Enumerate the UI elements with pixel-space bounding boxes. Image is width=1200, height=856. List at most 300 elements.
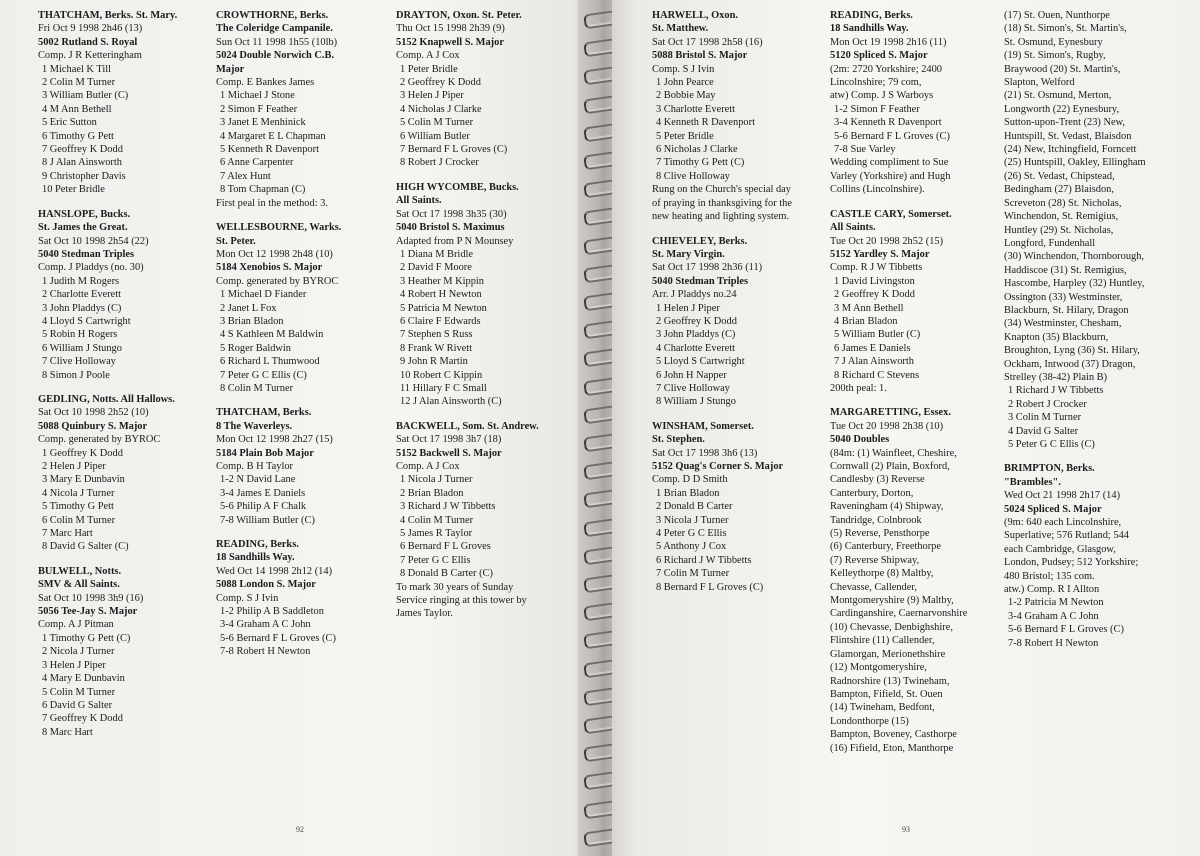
ringer-line: 7-8 Sue Varley xyxy=(834,144,896,156)
peal-note: Comp. D D Smith xyxy=(652,474,728,486)
ringer-line: 3 William Butler (C) xyxy=(42,90,129,102)
peal-method: 5152 Yardley S. Major xyxy=(830,248,930,260)
ringer-line: 7 Stephen S Russ xyxy=(400,329,473,341)
peal-note: Bampton, Boveney, Casthorpe xyxy=(830,729,957,741)
peal-note: Kelleythorpe (8) Maltby, xyxy=(830,568,934,580)
peal-date: Sat Oct 17 1998 3h35 (30) xyxy=(396,208,507,220)
right-column-1 xyxy=(652,9,824,605)
peal-date: Fri Oct 9 1998 2h46 (13) xyxy=(38,23,143,35)
ringer-line: 6 Richard L Thumwood xyxy=(220,356,320,368)
ringer-line: 4 S Kathleen M Baldwin xyxy=(220,329,324,341)
peal-note: Ossington (33) Westminster, xyxy=(1004,291,1123,303)
peal-note: (18) St. Simon's, St. Martin's, xyxy=(1004,23,1127,35)
peal-entry xyxy=(38,208,208,382)
peal-footnote: To mark 30 years of Sunday xyxy=(396,581,514,593)
peal-method: 5056 Tee-Jay S. Major xyxy=(38,606,138,618)
ringer-line: 5 Roger Baldwin xyxy=(220,342,291,354)
peal-dedication: The Coleridge Campanile. xyxy=(216,23,333,35)
peal-date: Sat Oct 17 1998 3h6 (13) xyxy=(652,447,758,459)
ringer-line: 2 Charlotte Everett xyxy=(42,289,122,301)
peal-date: Mon Oct 19 1998 2h16 (11) xyxy=(830,36,947,48)
ringer-line: 3-4 Kenneth R Davenport xyxy=(834,117,942,129)
ringer-line: 8 Richard C Stevens xyxy=(834,369,920,381)
ringer-line: 3 John Pladdys (C) xyxy=(42,302,122,314)
ringer-line: 3 Charlotte Everett xyxy=(656,103,736,115)
ringer-line: 9 Christopher Davis xyxy=(42,170,126,182)
ringer-line: 5 Patricia M Newton xyxy=(400,302,487,314)
ringer-line: 4 Peter G C Ellis xyxy=(656,528,727,540)
ringer-line: 6 Nicholas J Clarke xyxy=(656,144,738,156)
ringer-line: 2 Helen J Piper xyxy=(42,461,106,472)
ringer-line: 8 William J Stungo xyxy=(656,396,736,408)
peal-note: Superlative; 576 Rutland; 544 xyxy=(1004,530,1129,542)
peal-note: Radnorshire (13) Twineham, xyxy=(830,675,950,687)
ringer-line: 7 Colin M Turner xyxy=(656,568,730,580)
peal-method: 5152 Quag's Corner S. Major xyxy=(652,461,784,472)
peal-note: Comp. generated by BYROC xyxy=(216,275,339,287)
peal-method: 5002 Rutland S. Royal xyxy=(38,36,138,48)
ringer-line: 8 Robert J Crocker xyxy=(400,157,479,169)
left-column-3 xyxy=(396,9,578,632)
peal-note: Longford, Fundenhall xyxy=(1004,237,1096,249)
ringer-line: 8 Marc Hart xyxy=(42,726,93,738)
ringer-line: 4 Lloyd S Cartwright xyxy=(42,315,131,327)
right-page xyxy=(612,0,1200,856)
ringer-line: 5 Robin H Rogers xyxy=(42,329,118,341)
peal-method: 5088 Bristol S. Major xyxy=(652,50,748,62)
peal-footnote: of praying in thanksgiving for the xyxy=(652,197,792,209)
peal-entry xyxy=(652,420,824,594)
ringer-line: 1-2 Simon F Feather xyxy=(834,103,920,115)
peal-note: (30) Winchendon, Thornborough, xyxy=(1004,251,1145,263)
peal-note: Comp. S J Ivin xyxy=(652,63,715,75)
ringer-line: 7 Peter G C Ellis (C) xyxy=(220,369,307,381)
peal-dedication: St. Matthew. xyxy=(652,23,709,35)
ringer-line: 2 Janet L Fox xyxy=(220,302,277,314)
peal-method: 5120 Spliced S. Major xyxy=(830,50,928,62)
peal-note: Broughton, Lyng (36) St. Hilary, xyxy=(1004,345,1140,357)
ringer-line: 6 Richard J W Tibbetts xyxy=(656,554,752,566)
ringer-line: 3 Brian Bladon xyxy=(220,315,284,327)
peal-note: (12) Montgomeryshire, xyxy=(830,662,927,674)
peal-entry xyxy=(830,208,1002,396)
ringer-line: 1 David Livingston xyxy=(834,275,915,287)
peal-date: Wed Oct 21 1998 2h17 (14) xyxy=(1004,490,1121,502)
peal-date: Sat Oct 17 1998 3h7 (18) xyxy=(396,434,502,446)
peal-note: (17) St. Ouen, Nunthorpe xyxy=(1004,10,1110,21)
ringer-line: 1 Judith M Rogers xyxy=(42,275,120,287)
ringer-line: 1 Nicola J Turner xyxy=(400,474,473,486)
peal-place: MARGARETTING, Essex. xyxy=(830,407,951,419)
ringer-line: 2 Robert J Crocker xyxy=(1008,398,1087,410)
peal-date: Thu Oct 15 1998 2h39 (9) xyxy=(396,23,505,35)
peal-entry xyxy=(38,565,208,739)
ringer-line: 11 Hillary F C Small xyxy=(400,382,487,394)
ringer-line: 5 Anthony J Cox xyxy=(656,541,727,553)
ringer-line: 1-2 Patricia M Newton xyxy=(1008,597,1104,609)
peal-note: Raveningham (4) Shipway, xyxy=(830,501,944,513)
ringer-line: 6 John H Napper xyxy=(656,369,727,381)
ringer-line: 2 Donald B Carter xyxy=(656,501,733,513)
ringer-line: 5 Kenneth R Davenport xyxy=(220,144,319,156)
peal-footnote: Collins (Lincolnshire). xyxy=(830,184,925,196)
peal-note: Glamorgan, Merionethshire xyxy=(830,648,946,660)
peal-note: (9m: 640 each Lincolnshire, xyxy=(1004,517,1122,529)
ringer-line: 1 Brian Bladon xyxy=(656,487,720,499)
peal-entry xyxy=(652,235,824,409)
ringer-line: 2 Colin M Turner xyxy=(42,77,116,89)
peal-note: (2m: 2720 Yorkshire; 2400 xyxy=(830,63,942,75)
peal-note: (14) Twineham, Bedfont, xyxy=(830,702,935,714)
left-column-2 xyxy=(216,9,388,670)
peal-note: (5) Reverse, Pensthorpe xyxy=(830,528,930,540)
peal-dedication: All Saints. xyxy=(396,195,442,207)
peal-entry xyxy=(216,221,388,395)
peal-note: (24) New, Itchingfield, Forncett xyxy=(1004,144,1137,156)
peal-date: Wed Oct 14 1998 2h12 (14) xyxy=(216,565,333,577)
ringer-line: 3 Heather M Kippin xyxy=(400,275,484,287)
ringer-line: 6 Anne Carpenter xyxy=(220,157,294,169)
peal-date: Mon Oct 12 1998 2h27 (15) xyxy=(216,434,333,446)
peal-note: Longworth (22) Eynesbury, xyxy=(1004,103,1120,115)
page-number: 93 xyxy=(902,825,910,834)
ringer-line: 5 James R Taylor xyxy=(400,528,473,540)
page-number: 92 xyxy=(296,825,304,834)
ringer-line: 3 Helen J Piper xyxy=(42,659,106,671)
peal-note: atw.) Comp. R I Allton xyxy=(1004,584,1100,596)
ringer-line: 5 Lloyd S Cartwright xyxy=(656,356,745,368)
ringer-line: 9 John R Martin xyxy=(400,356,468,368)
ringer-line: 2 Bobbie May xyxy=(656,90,716,102)
ringer-line: 4 Colin M Turner xyxy=(400,514,474,526)
right-column-2 xyxy=(830,9,1002,766)
peal-note: Hascombe, Harpley (32) Huntley, xyxy=(1004,278,1145,290)
ringer-line: 5 Eric Sutton xyxy=(42,117,97,129)
peal-place: CROWTHORNE, Berks. xyxy=(216,10,329,21)
peal-note: Candlesby (3) Reverse xyxy=(830,474,925,486)
peal-entry xyxy=(396,420,578,621)
peal-note: atw) Comp. J S Warboys xyxy=(830,90,934,102)
peal-note: Comp. R J W Tibbetts xyxy=(830,262,923,274)
ringer-line: 7 Bernard F L Groves (C) xyxy=(400,144,508,156)
peal-note: Haddiscoe (31) St. Remigius, xyxy=(1004,264,1127,276)
ringer-line: 7-8 William Butler (C) xyxy=(220,514,315,526)
peal-note: Flintshire (11) Callender, xyxy=(830,635,935,647)
ringer-line: 8 Donald B Carter (C) xyxy=(400,568,493,580)
ringer-line: 5 Peter G C Ellis (C) xyxy=(1008,439,1095,450)
right-column-3 xyxy=(1004,9,1196,661)
peal-note: Comp. B H Taylor xyxy=(216,461,294,472)
ringer-line: 3-4 James E Daniels xyxy=(220,487,306,499)
ringer-line: 1 Michael D Fiander xyxy=(220,289,307,301)
ringer-line: 6 Colin M Turner xyxy=(42,514,116,526)
ringer-line: 1 Helen J Piper xyxy=(656,302,720,314)
peal-dedication: 18 Sandhills Way. xyxy=(830,23,909,35)
peal-note: Comp. S J Ivin xyxy=(216,592,279,604)
ringer-line: 3 John Pladdys (C) xyxy=(656,329,736,341)
ringer-line: 5 Timothy G Pett xyxy=(42,501,114,513)
peal-date: Sat Oct 17 1998 2h36 (11) xyxy=(652,262,763,274)
peal-note: Cardinganshire, Caernarvonshire xyxy=(830,608,968,620)
left-page xyxy=(0,0,590,856)
peal-place: BRIMPTON, Berks. xyxy=(1004,463,1095,475)
peal-note: Arr. J Pladdys no.24 xyxy=(652,289,737,301)
peal-note: Winchendon, St. Remigius, xyxy=(1004,211,1119,223)
ringer-line: 1 Timothy G Pett (C) xyxy=(42,632,131,644)
peal-date: Tue Oct 20 1998 2h38 (10) xyxy=(830,420,944,432)
peal-method: 5088 Quinbury S. Major xyxy=(38,420,148,432)
ringer-line: 4 M Ann Bethell xyxy=(42,103,112,115)
peal-method: 5024 Spliced S. Major xyxy=(1004,503,1102,515)
peal-method: 5040 Stedman Triples xyxy=(38,248,135,260)
peal-entry xyxy=(396,9,578,170)
peal-note: Strelley (38-42) Plain B) xyxy=(1004,371,1108,383)
ringer-line: 2 Geoffrey K Dodd xyxy=(400,77,481,89)
peal-note: (7) Reverse Shipway, xyxy=(830,554,920,566)
peal-footnote: Varley (Yorkshire) and Hugh xyxy=(830,170,951,182)
peal-note: Knapton (35) Blackburn, xyxy=(1004,331,1109,343)
peal-method: 5040 Doubles xyxy=(830,434,890,446)
ringer-line: 6 Timothy G Pett xyxy=(42,130,114,142)
ringer-line: 6 William Butler xyxy=(400,130,470,142)
peal-entry xyxy=(396,181,578,409)
peal-note: (84m: (1) Wainfleet, Cheshire, xyxy=(830,447,957,459)
ringer-line: 3 Mary E Dunbavin xyxy=(42,474,125,486)
ringer-line: 5-6 Philip A F Chalk xyxy=(220,501,307,513)
peal-dedication: "Brambles". xyxy=(1004,476,1061,488)
peal-place: THATCHAM, Berks. St. Mary. xyxy=(38,10,178,21)
peal-date: Sat Oct 10 1998 3h9 (16) xyxy=(38,592,144,604)
peal-date: Sat Oct 10 1998 2h54 (22) xyxy=(38,235,149,247)
peal-dedication: St. Peter. xyxy=(216,235,256,247)
peal-method: 5040 Stedman Triples xyxy=(652,275,749,287)
ringer-line: 8 David G Salter (C) xyxy=(42,541,129,553)
peal-entry xyxy=(830,406,1002,755)
peal-note: Bampton, Fifield, St. Ouen xyxy=(830,688,943,700)
peal-date: Sat Oct 10 1998 2h52 (10) xyxy=(38,407,149,419)
ringer-line: 4 Margaret E L Chapman xyxy=(220,130,326,142)
ringer-line: 1 John Pearce xyxy=(656,77,714,89)
peal-date: Sat Oct 17 1998 2h58 (16) xyxy=(652,36,763,48)
ringer-line: 5-6 Bernard F L Groves (C) xyxy=(1008,624,1124,636)
peal-note: Chevasse, Callender, xyxy=(830,581,918,593)
peal-note: Comp. generated by BYROC xyxy=(38,434,161,446)
peal-note: Canterbury, Dorton, xyxy=(830,487,914,499)
ringer-line: 7-8 Robert H Newton xyxy=(1008,637,1099,649)
peal-entry xyxy=(216,406,388,527)
peal-place: HIGH WYCOMBE, Bucks. xyxy=(396,181,519,193)
ringer-line: 3 Nicola J Turner xyxy=(656,514,729,526)
ringer-line: 1 Geoffrey K Dodd xyxy=(42,447,123,459)
peal-note: Ockham, Intwood (37) Dragon, xyxy=(1004,358,1136,370)
ringer-line: 3 Colin M Turner xyxy=(1008,412,1082,424)
peal-entry xyxy=(1004,462,1196,650)
peal-entry xyxy=(652,9,824,224)
ringer-line: 7 Geoffrey K Dodd xyxy=(42,713,123,725)
ringer-line: 3-4 Graham A C John xyxy=(220,619,311,631)
ringer-line: 1 Diana M Bridle xyxy=(400,248,474,260)
ringer-line: 1 Richard J W Tibbetts xyxy=(1008,385,1104,397)
ringer-line: 8 Tom Chapman (C) xyxy=(220,184,306,196)
ringer-line: 12 J Alan Ainsworth (C) xyxy=(400,396,502,408)
peal-method: 5024 Double Norwich C.B. xyxy=(216,50,335,62)
peal-place: HARWELL, Oxon. xyxy=(652,10,738,21)
peal-dedication: St. Mary Virgin. xyxy=(652,248,725,260)
ringer-line: 7 J Alan Ainsworth xyxy=(834,356,914,368)
peal-note: Tandridge, Colnbrook xyxy=(830,514,922,526)
peal-date: Tue Oct 20 1998 2h52 (15) xyxy=(830,235,944,247)
peal-date: Mon Oct 12 1998 2h48 (10) xyxy=(216,248,333,260)
peal-note: St. Osmund, Eynesbury xyxy=(1004,36,1103,48)
ringer-line: 10 Robert C Kippin xyxy=(400,369,483,381)
ringer-line: 5 William Butler (C) xyxy=(834,329,921,341)
ringer-line: 4 Robert H Newton xyxy=(400,289,482,301)
peal-method: 5152 Backwell S. Major xyxy=(396,447,502,459)
ringer-line: 3 Richard J W Tibbetts xyxy=(400,501,496,513)
ringer-line: 6 Bernard F L Groves xyxy=(400,541,491,553)
peal-place: CHIEVELEY, Berks. xyxy=(652,235,748,247)
peal-dedication: 8 The Waverleys. xyxy=(216,420,293,432)
ringer-line: 3 Janet E Menhinick xyxy=(220,117,306,129)
ringer-line: 1 Peter Bridle xyxy=(400,63,458,75)
ringer-line: 4 Nicola J Turner xyxy=(42,487,115,499)
ringer-line: 5 Colin M Turner xyxy=(42,686,116,698)
ringer-line: 7-8 Robert H Newton xyxy=(220,646,311,658)
ringer-line: 7 Clive Holloway xyxy=(656,382,730,394)
ringer-line: 7 Alex Hunt xyxy=(220,170,271,182)
ringer-line: 4 Nicholas J Clarke xyxy=(400,103,482,115)
peal-place: WELLESBOURNE, Warks. xyxy=(216,222,342,234)
ringer-line: 8 Bernard F L Groves (C) xyxy=(656,581,764,593)
peal-place: GEDLING, Notts. All Hallows. xyxy=(38,393,175,405)
ringer-line: 2 Simon F Feather xyxy=(220,103,298,115)
peal-note: (16) Fifield, Eton, Manthorpe xyxy=(830,742,954,754)
ringer-line: 2 Nicola J Turner xyxy=(42,646,115,658)
peal-note: each Cambridge, Glasgow, xyxy=(1004,543,1116,555)
ringer-line: 6 James E Daniels xyxy=(834,342,911,354)
ringer-line: 5-6 Bernard F L Groves (C) xyxy=(220,632,336,644)
peal-method: 5184 Xenobios S. Major xyxy=(216,262,323,274)
ringer-line: 3 M Ann Bethell xyxy=(834,302,904,314)
ringer-line: 3-4 Graham A C John xyxy=(1008,610,1099,622)
ringer-line: 4 Charlotte Everett xyxy=(656,342,736,354)
peal-note: Braywood (20) St. Martin's, xyxy=(1004,63,1121,75)
ringer-line: 1 Michael J Stone xyxy=(220,90,295,102)
peal-note: Sutton-upon-Trent (23) New, xyxy=(1004,117,1126,129)
peal-note: London, Pudsey; 512 Yorkshire; xyxy=(1004,557,1139,569)
ringer-line: 8 Frank W Rivett xyxy=(400,342,473,354)
peal-footnote: Rung on the Church's special day xyxy=(652,184,791,196)
ringer-line: 7 Geoffrey K Dodd xyxy=(42,144,123,156)
ringer-line: 7 Marc Hart xyxy=(42,528,93,540)
ringer-line: 8 J Alan Ainsworth xyxy=(42,157,122,169)
peal-note: Comp. A J Cox xyxy=(396,50,460,62)
left-column-1 xyxy=(38,9,208,750)
peal-entry xyxy=(830,9,1002,197)
ringer-line: 8 Clive Holloway xyxy=(656,170,730,182)
ringer-line: 1-2 N David Lane xyxy=(220,474,296,486)
peal-method: 5088 London S. Major xyxy=(216,579,316,591)
peal-place: HANSLOPE, Bucks. xyxy=(38,208,131,220)
peal-note: Screveton (28) St. Nicholas, xyxy=(1004,197,1122,209)
peal-footnote: Wedding compliment to Sue xyxy=(830,157,949,169)
peal-footnote: James Taylor. xyxy=(396,608,453,620)
peal-place: WINSHAM, Somerset. xyxy=(652,420,754,432)
peal-entry xyxy=(38,393,208,554)
peal-footnote: Service ringing at this tower by xyxy=(396,595,527,607)
peal-place: CASTLE CARY, Somerset. xyxy=(830,208,952,220)
peal-dedication: 18 Sandhills Way. xyxy=(216,552,295,564)
ringer-line: 4 Kenneth R Davenport xyxy=(656,117,755,129)
ringer-line: 2 Geoffrey K Dodd xyxy=(656,315,737,327)
ringer-line: 5-6 Bernard F L Groves (C) xyxy=(834,130,950,142)
ringer-line: 8 Colin M Turner xyxy=(220,382,294,394)
peal-place: BACKWELL, Som. St. Andrew. xyxy=(396,420,539,432)
ringer-line: 4 David G Salter xyxy=(1008,425,1079,437)
peal-place: READING, Berks. xyxy=(216,539,299,551)
ringer-line: 2 Geoffrey K Dodd xyxy=(834,289,915,301)
peal-place: THATCHAM, Berks. xyxy=(216,407,312,419)
peal-note: Comp. E Bankes James xyxy=(216,77,315,89)
ringer-line: 10 Peter Bridle xyxy=(42,184,105,196)
peal-date: Sun Oct 11 1998 1h55 (10lb) xyxy=(216,36,338,48)
ringer-line: 1-2 Philip A B Saddleton xyxy=(220,606,324,618)
peal-note: 480 Bristol; 135 com. xyxy=(1004,570,1095,582)
ringer-line: 8 Simon J Poole xyxy=(42,369,110,381)
ringer-line: 7 Peter G C Ellis xyxy=(400,554,471,566)
peal-note: Lincolnshire; 79 com, xyxy=(830,77,922,89)
peal-note: (34) Westminster, Chesham, xyxy=(1004,318,1122,330)
ringer-line: 5 Peter Bridle xyxy=(656,130,714,142)
peal-note: Montgomeryshire (9) Maltby, xyxy=(830,595,954,607)
ringer-line: 4 Mary E Dunbavin xyxy=(42,673,125,685)
peal-entry xyxy=(216,9,388,210)
ringer-line: 7 Clive Holloway xyxy=(42,356,116,368)
peal-dedication: All Saints. xyxy=(830,222,876,234)
peal-note: Comp. A J Pitman xyxy=(38,619,114,631)
peal-footnote: new heating and lighting system. xyxy=(652,211,790,223)
ringer-line: 2 David F Moore xyxy=(400,262,472,274)
ringer-line: 6 Claire F Edwards xyxy=(400,315,481,327)
peal-note: (10) Chevasse, Denbighshire, xyxy=(830,621,953,633)
peal-dedication: St. Stephen. xyxy=(652,434,705,446)
ringer-line: 6 David G Salter xyxy=(42,699,113,711)
peal-note: Bedingham (27) Blaisdon, xyxy=(1004,184,1114,196)
peal-note: Huntspill, St. Vedast, Blaisdon xyxy=(1004,130,1132,142)
peal-method: 5152 Knapwell S. Major xyxy=(396,36,504,48)
ringer-line: 1 Michael K Till xyxy=(42,63,111,75)
peal-entry xyxy=(1004,9,1196,451)
peal-method: Major xyxy=(216,63,245,75)
ringer-line: 2 Brian Bladon xyxy=(400,487,464,499)
peal-entry xyxy=(216,538,388,659)
peal-entry xyxy=(38,9,208,197)
peal-note: (25) Huntspill, Oakley, Ellingham xyxy=(1004,157,1146,169)
ringer-line: 7 Timothy G Pett (C) xyxy=(656,157,745,169)
peal-place: BULWELL, Notts. xyxy=(38,565,122,577)
peal-footnote: 200th peal: 1. xyxy=(830,382,887,394)
peal-note: Slapton, Welford xyxy=(1004,77,1075,89)
peal-note: Comp. J Pladdys (no. 30) xyxy=(38,262,144,274)
peal-note: (21) St. Osmund, Merton, xyxy=(1004,90,1112,102)
peal-place: READING, Berks. xyxy=(830,10,913,21)
peal-dedication: SMV & All Saints. xyxy=(38,579,120,591)
ringer-line: 4 Brian Bladon xyxy=(834,315,898,327)
peal-footnote: First peal in the method: 3. xyxy=(216,197,328,209)
peal-method: 5040 Bristol S. Maximus xyxy=(396,222,505,234)
peal-place: DRAYTON, Oxon. St. Peter. xyxy=(396,10,522,21)
peal-note: Comp. A J Cox xyxy=(396,461,460,472)
